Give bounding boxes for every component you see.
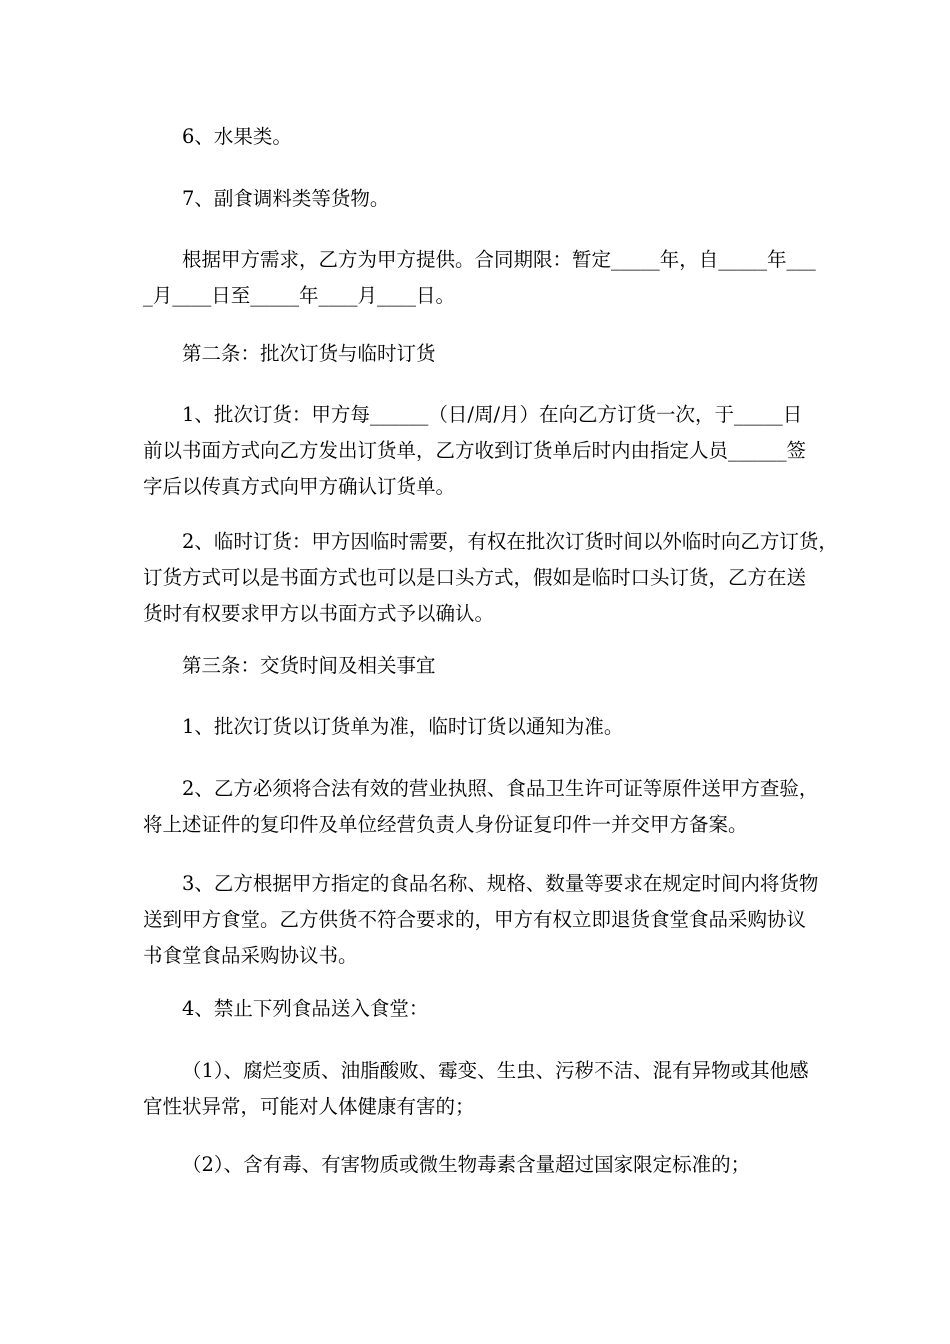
paragraph-line: 订货方式可以是书面方式也可以是口头方式，假如是临时口头订货，乙方在送 — [143, 566, 807, 589]
paragraph-line: 2、临时订货：甲方因临时需要，有权在批次订货时间以外临时向乙方订货， — [182, 530, 838, 553]
paragraph-line: 将上述证件的复印件及单位经营负责人身份证复印件一并交甲方备案。 — [143, 813, 748, 836]
paragraph-line: _月____日至_____年____月____日。 — [143, 284, 456, 307]
paragraph-line: 6、水果类。 — [182, 125, 292, 148]
paragraph-line: 2、乙方必须将合法有效的营业执照、食品卫生许可证等原件送甲方查验， — [182, 777, 819, 800]
paragraph-line: 书食堂食品采购协议书。 — [143, 944, 358, 967]
section-heading-text: 第二条：批次订货与临时订货 — [182, 342, 436, 365]
section-heading-text: 第三条：交货时间及相关事宜 — [182, 654, 436, 677]
paragraph-fruit-category — [143, 119, 811, 155]
paragraph-batch-order — [143, 397, 811, 505]
paragraph-temporary-order — [143, 524, 838, 632]
section-heading-article-2 — [143, 336, 811, 372]
paragraph-delivery-requirements — [143, 866, 819, 974]
paragraph-line: 4、禁止下列食品送入食堂： — [182, 997, 429, 1020]
paragraph-line: 根据甲方需求，乙方为甲方提供。合同期限：暂定_____年，自_____年___ — [182, 248, 816, 271]
paragraph-line: 3、乙方根据甲方指定的食品名称、规格、数量等要求在规定时间内将货物 — [182, 872, 819, 895]
paragraph-contract-term — [143, 242, 816, 314]
paragraph-line: 货时有权要求甲方以书面方式予以确认。 — [143, 602, 495, 625]
paragraph-line: （2）、含有毒、有害物质或微生物毒素含量超过国家限定标准的； — [182, 1153, 751, 1176]
paragraph-delivery-basis — [143, 709, 811, 745]
paragraph-line: 7、副食调料类等货物。 — [182, 187, 390, 210]
paragraph-line: 1、批次订货：甲方每______（日/周/月）在向乙方订货一次，于_____日 — [182, 403, 803, 426]
paragraph-license-verification — [143, 771, 819, 843]
paragraph-line: 前以书面方式向乙方发出订货单，乙方收到订货单后时内由指定人员______签 — [143, 439, 807, 462]
paragraph-seasoning-category — [143, 181, 811, 217]
paragraph-prohibited-item-2 — [143, 1147, 811, 1183]
paragraph-prohibited-foods-intro — [143, 991, 811, 1027]
section-heading-article-3 — [143, 648, 811, 684]
paragraph-line: （1）、腐烂变质、油脂酸败、霉变、生虫、污秽不洁、混有异物或其他感 — [182, 1059, 809, 1082]
paragraph-prohibited-item-1 — [143, 1053, 811, 1125]
paragraph-line: 字后以传真方式向甲方确认订货单。 — [143, 475, 456, 498]
paragraph-line: 1、批次订货以订货单为准，临时订货以通知为准。 — [182, 715, 624, 738]
paragraph-line: 送到甲方食堂。乙方供货不符合要求的，甲方有权立即退货食堂食品采购协议 — [143, 908, 807, 931]
paragraph-line: 官性状异常，可能对人体健康有害的； — [143, 1095, 475, 1118]
